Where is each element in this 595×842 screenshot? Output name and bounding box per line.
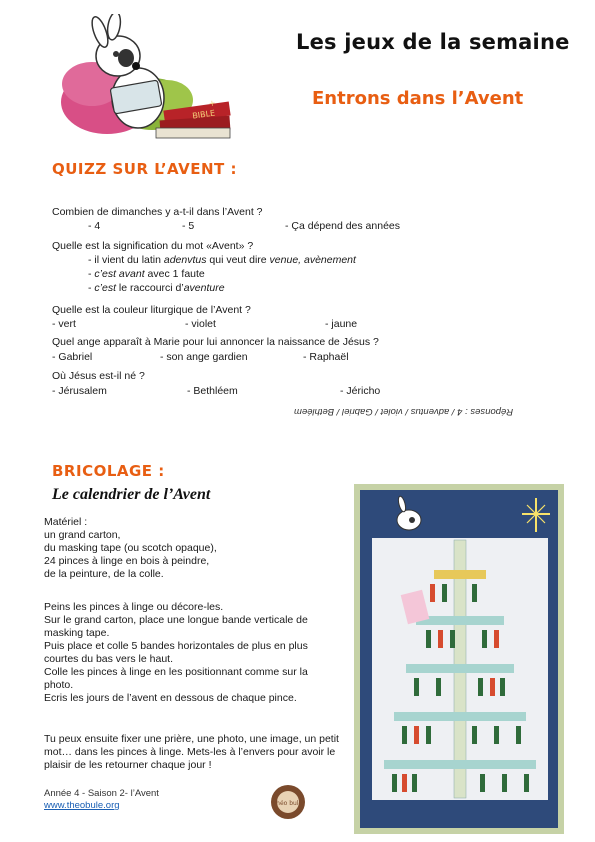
quiz-question-3: Quelle est la couleur liturgique de l’Avent ? [52,304,251,316]
materials-line: 24 pinces à linge en bois à peindre, [44,555,210,567]
quiz-q4-answer-a: - Gabriel [52,351,93,363]
quiz-q5-answer-a: - Jérusalem [52,385,107,397]
quiz-q1-answer-c: - Ça dépend des années [285,220,401,232]
craft-heading: BRICOLAGE : [52,462,165,480]
quiz-q3-answer-b: - violet [185,318,216,330]
quiz-q2-answer-b: - c’est avant avec 1 faute [88,268,205,280]
book-cross: + [208,98,217,109]
theobule-logo [268,782,308,822]
quiz-question-5: Où Jésus est-il né ? [52,370,145,382]
materials-line: du masking tape (ou scotch opaque), [44,542,217,554]
quiz-q4-answer-c: - Raphaël [303,351,349,363]
footer-season: Année 4 - Saison 2- l’Avent [44,788,159,799]
step: Sur le grand carton, place une longue bande verticale de masking tape. [44,614,308,639]
dog-reading-illustration [52,14,234,142]
craft-steps [44,601,334,705]
page-title: Les jeux de la semaine [296,30,570,54]
materials-line: de la peinture, de la colle. [44,568,164,580]
book-label: BIBLE [191,108,216,121]
quiz-question-1: Combien de dimanches y a-t-il dans l’Avent ? [52,206,263,218]
quiz-q5-answer-c: - Jéricho [340,385,381,397]
step: Ecris les jours de l’avent en dessous de chaque pince. [44,692,297,704]
quiz-answers-upside-down: Réponses : 4 / adventus / violet / Gabriel / Bethléem [294,406,514,417]
quiz-question-4: Quel ange apparaît à Marie pour lui annoncer la naissance de Jésus ? [52,336,379,348]
quiz-q3-answer-a: - vert [52,318,76,330]
footer [44,788,159,812]
page-subtitle: Entrons dans l’Avent [312,88,524,109]
advent-calendar-photo [354,484,564,834]
quiz-q3-answer-c: - jaune [325,318,358,330]
step: Puis place et colle 5 bandes horizontales de plus en plus courtes du bas vers le haut. [44,640,308,665]
quiz-q1-answer-b: - 5 [182,220,195,232]
materials-line: Matériel : [44,516,88,528]
quiz-q2-answer-c: - c’est le raccourci d’aventure [88,282,225,294]
quiz-question-2: Quelle est la signification du mot «Avent» ? [52,240,254,252]
craft-title: Le calendrier de l’Avent [52,486,211,503]
quiz-heading: QUIZZ SUR L’AVENT : [52,160,238,178]
craft-closing: Tu peux ensuite fixer une prière, une photo, une image, un petit mot… dans les pinces à linge. Mets-les à l’envers pour avoir le plaisir de les retourner chaque jour ! [44,733,339,771]
step: Colle les pinces à linge en les positionnant comme sur la photo. [44,666,308,691]
quiz-q1-answer-a: - 4 [88,220,101,232]
quiz-q4-answer-b: - son ange gardien [160,351,248,363]
quiz-q5-answer-b: - Bethléem [187,385,238,397]
logo-text: théo bule [273,800,303,807]
materials-line: un grand carton, [44,529,121,541]
step: Peins les pinces à linge ou décore-les. [44,601,224,613]
quiz-q2-answer-a: - il vient du latin adenvtus qui veut dire venue, avènement [88,254,356,266]
footer-website-link[interactable]: www.theobule.org [44,800,120,811]
craft-materials [44,516,344,581]
